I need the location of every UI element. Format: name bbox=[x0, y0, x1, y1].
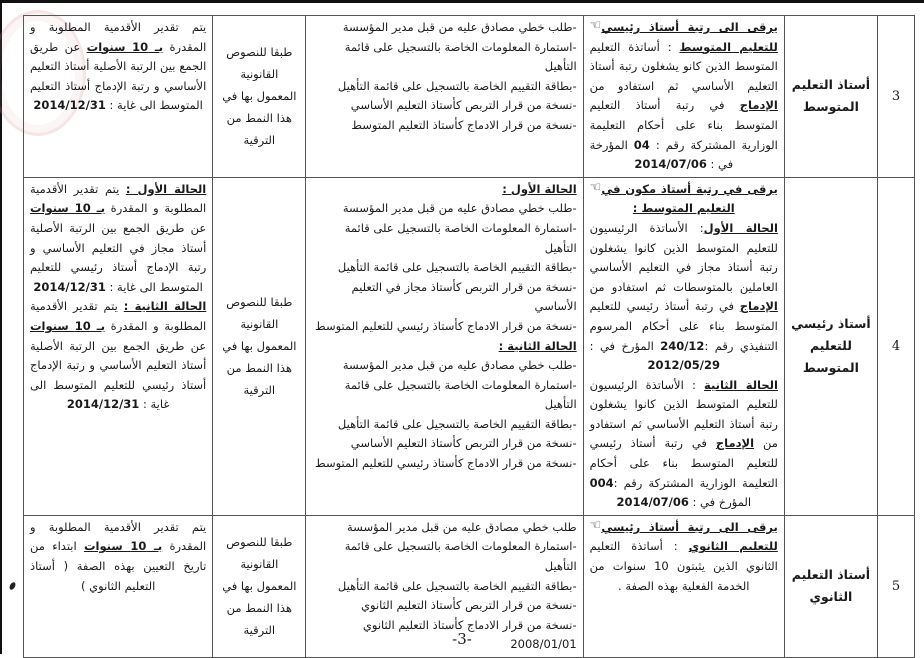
text-segment: الإدماج bbox=[739, 299, 778, 314]
text-segment: عن طريق الجمع بين الرتبة الأصلية أستاذ مجاز في التعليم الأساسي و رتبة الإدماج أستاذ رئيسي للتعليم المتوسط الى غاية : bbox=[30, 220, 207, 294]
text-segment: عن طريق الجمع بين الرتبة الأصلية أستاذ التعليم الأساسي و رتبة الإدماج أستاذ رئيسي للتعليم المتوسط الى غاية : bbox=[30, 338, 207, 412]
text-segment: -نسخة من قرار التربص كأستاذ التعليم الأساسي bbox=[350, 436, 577, 451]
text-line bbox=[312, 577, 576, 597]
text-segment: 2012/05/29 bbox=[647, 358, 720, 373]
text-line bbox=[590, 518, 778, 596]
text-line bbox=[312, 38, 576, 77]
seniority-notes bbox=[24, 16, 213, 178]
text-line bbox=[30, 297, 206, 415]
ink-mark bbox=[8, 581, 16, 590]
text-line bbox=[312, 376, 576, 415]
text-line bbox=[312, 356, 576, 376]
text-segment: طلب خطي مصادق عليه من قبل مدير المؤسسة bbox=[347, 519, 577, 534]
scan-border-top bbox=[0, 0, 924, 3]
text-segment: الحالة الأول bbox=[703, 220, 778, 235]
legal-basis: طبقا للنصوص القانونية المعمول بها في هذا النمط من الترقية bbox=[213, 16, 306, 178]
text-segment: المؤرخ في : bbox=[589, 338, 661, 353]
text-segment: 2008/01/01 bbox=[510, 637, 577, 652]
text-segment: يرقى الى رتبة أستاذ رئيسي للتعليم الثانوي bbox=[601, 519, 778, 554]
text-line bbox=[312, 278, 576, 317]
text-line bbox=[312, 537, 576, 576]
text-segment: الحالة الأول : bbox=[502, 181, 577, 196]
row-number: 3 bbox=[877, 16, 914, 178]
text-segment: -بطاقة التقييم الخاصة بالتسجيل على قائمة التأهيل bbox=[337, 260, 577, 275]
text-segment: : الأساتذة الرئيسيون للتعليم المتوسط الذين كانوا يشغلون رتبة أستاذ التعليم الأساسي ثم استفادو من bbox=[589, 377, 778, 451]
text-segment: 2014/12/31 bbox=[33, 279, 106, 294]
text-segment: بـ 10 سنوات bbox=[30, 318, 106, 333]
text-line bbox=[312, 96, 576, 116]
text-line bbox=[312, 415, 576, 435]
text-segment: الحالة الثانية bbox=[703, 377, 778, 392]
text-line bbox=[312, 18, 576, 38]
text-line bbox=[312, 258, 576, 278]
text-segment: 04 bbox=[633, 137, 650, 152]
pointing-hand-icon: ☜ bbox=[589, 517, 602, 533]
text-segment: في رتبة أستاذ التعليم المتوسط بناء على أحكام التعليمة الوزارية المشتركة رقم : bbox=[589, 98, 778, 152]
text-line bbox=[590, 219, 778, 376]
text-line bbox=[312, 337, 576, 357]
text-segment: 2014/07/06 bbox=[616, 495, 689, 510]
text-segment: يرقى في رتبة أستاذ مكون في التعليم المتوسط : bbox=[601, 181, 778, 216]
text-segment: ابتداء من تاريخ التعيين بهذه الصفة ( أستاذ التعليم الثانوي ) bbox=[30, 539, 207, 593]
text-segment: يتم تقدير الأقدمية المطلوبة و المقدرة bbox=[30, 299, 207, 333]
text-segment: -استمارة المعلومات الخاصة بالتسجيل على قائمة التأهيل bbox=[344, 220, 577, 255]
text-segment: في رتبة أستاذ رئيسي للتعليم المتوسط بناء على أحكام التعليمة الوزارية المشتركة رقم : bbox=[589, 436, 778, 490]
required-documents bbox=[306, 16, 583, 178]
text-segment: الإدماج bbox=[715, 436, 755, 451]
text-segment: الإدماج bbox=[739, 98, 778, 113]
text-segment: -استمارة المعلومات الخاصة بالتسجيل على قائمة التأهيل bbox=[344, 39, 577, 74]
text-segment: : الأساتذة الرئيسيون للتعليم المتوسط الذين كانوا يشغلون رتبة أستاذ مجاز في التعليم الأساسي العاملين بالمتوسطات ثم استفادو من bbox=[589, 220, 778, 294]
text-line bbox=[312, 116, 576, 136]
text-line bbox=[590, 18, 778, 175]
text-line bbox=[30, 518, 206, 596]
text-segment: يتم تقدير الأقدمية المطلوبة و المقدرة bbox=[30, 20, 207, 54]
grade-name: أستاذ التعليم الثانوي bbox=[784, 515, 877, 657]
text-segment: عن طريق الجمع بين الرتبة الأصلية أستاذ التعليم الأساسي و رتبة الإدماج أستاذ التعليم المتوسط الى غاية : bbox=[30, 39, 207, 113]
text-segment: الحالة الأول : bbox=[125, 181, 207, 196]
row-number: 4 bbox=[877, 177, 914, 515]
text-segment: يتم تقدير الأقدمية المطلوبة و المقدرة bbox=[30, 181, 207, 216]
pointing-hand-icon: ☜ bbox=[589, 179, 602, 195]
grade-name: أستاذ التعليم المتوسط bbox=[784, 16, 877, 178]
text-segment: يتم تقدير الأقدمية المطلوبة و المقدرة bbox=[30, 519, 207, 554]
table-body bbox=[24, 16, 915, 658]
pointing-hand-icon: ☜ bbox=[589, 18, 602, 33]
text-line bbox=[312, 454, 576, 474]
text-segment: -استمارة المعلومات الخاصة بالتسجيل على قائمة التأهيل bbox=[344, 377, 577, 412]
text-segment: -نسخة من قرار الادماج كأستاذ التعليم الثانوي bbox=[362, 617, 577, 632]
text-segment: -بطاقة التقييم الخاصة بالتسجيل على قائمة التأهيل bbox=[337, 416, 577, 431]
table-row bbox=[24, 177, 915, 515]
promotion-table bbox=[23, 15, 915, 658]
required-documents bbox=[306, 177, 583, 515]
text-line bbox=[590, 180, 778, 219]
legal-basis: طبقا للنصوص القانونية المعمول بها في هذا النمط من الترقية bbox=[213, 515, 306, 657]
text-segment: -بطاقة التقييم الخاصة بالتسجيل على قائمة التأهيل bbox=[337, 578, 577, 593]
text-line bbox=[312, 317, 576, 337]
text-segment: -طلب خطي مصادق عليه من قبل مدير المؤسسة bbox=[342, 201, 577, 216]
text-line bbox=[312, 180, 576, 200]
text-segment: بـ 10 سنوات bbox=[30, 201, 106, 216]
text-segment: المؤرخ في : bbox=[688, 495, 752, 510]
promotion-condition bbox=[583, 16, 784, 178]
text-segment: : أساتذة التعليم الثانوي الذين يثبتون 10 سنوات من الخدمة الفعلية بهذه الصفة . bbox=[589, 539, 778, 593]
text-segment: -نسخة من قرار التربص كأستاذ التعليم الأساسي bbox=[350, 98, 577, 113]
text-segment: الحالة الثانية : bbox=[123, 299, 207, 314]
text-segment: 2014/12/31 bbox=[33, 98, 106, 113]
text-line bbox=[590, 376, 778, 513]
text-segment: -نسخة من قرار الادماج كأستاذ التعليم المتوسط bbox=[351, 117, 577, 132]
text-line bbox=[312, 77, 576, 97]
page-number: -3- bbox=[452, 630, 472, 648]
text-segment: الحالة الثانية : bbox=[498, 338, 577, 353]
seniority-notes bbox=[24, 177, 213, 515]
text-segment: -نسخة من قرار التربص كأستاذ التعليم الثانوي bbox=[361, 598, 577, 613]
row-number: 5 bbox=[877, 515, 914, 657]
text-segment: -استمارة المعلومات الخاصة بالتسجيل على قائمة التأهيل bbox=[344, 539, 577, 574]
grade-name: أستاذ رئيسي للتعليم المتوسط bbox=[784, 177, 877, 515]
text-segment: المؤرخة في : bbox=[589, 137, 734, 172]
text-segment: بـ 10 سنوات bbox=[86, 39, 164, 54]
legal-basis: طبقا للنصوص القانونية المعمول بها في هذا النمط من الترقية bbox=[213, 177, 306, 515]
text-segment: -نسخة من قرار الادماج كأستاذ رئيسي للتعليم المتوسط bbox=[315, 318, 577, 333]
text-segment: 004 bbox=[589, 475, 614, 490]
text-segment: في رتبة أستاذ رئيسي للتعليم المتوسط بناء على أحكام المرسوم التنفيذي رقم : bbox=[589, 299, 778, 353]
text-segment: : أساتذة التعليم المتوسط الذين كانو يشغلون رتبة أستاذ التعليم الأساسي ثم استفادو من bbox=[589, 39, 778, 93]
text-segment: بـ 10 سنوات bbox=[83, 539, 163, 554]
text-segment: -نسخة من قرار الادماج كأستاذ رئيسي للتعليم المتوسط bbox=[315, 456, 577, 471]
text-segment: يرقى الى رتبة أستاذ رئيسي للتعليم المتوسط bbox=[601, 20, 778, 54]
text-segment: -طلب خطي مصادق عليه من قبل مدير المؤسسة bbox=[342, 20, 577, 34]
text-line bbox=[312, 596, 576, 616]
text-segment: -بطاقة التقييم الخاصة بالتسجيل على قائمة التأهيل bbox=[337, 78, 577, 93]
text-segment: -طلب خطي مصادق عليه من قبل مدير المؤسسة bbox=[342, 358, 577, 373]
text-segment: 240/12 bbox=[660, 338, 705, 353]
text-line bbox=[312, 219, 576, 258]
text-line bbox=[312, 434, 576, 454]
table-row bbox=[24, 16, 915, 178]
text-line bbox=[312, 199, 576, 219]
text-line bbox=[30, 180, 206, 298]
text-segment: 2014/07/06 bbox=[634, 157, 707, 172]
text-segment: 2014/12/31 bbox=[66, 397, 140, 412]
promotion-condition bbox=[583, 177, 784, 515]
text-line bbox=[312, 518, 576, 538]
text-segment: -نسخة من قرار التربص كأستاذ مجاز في التعليم الأساسي bbox=[351, 279, 577, 314]
text-line bbox=[30, 18, 206, 116]
